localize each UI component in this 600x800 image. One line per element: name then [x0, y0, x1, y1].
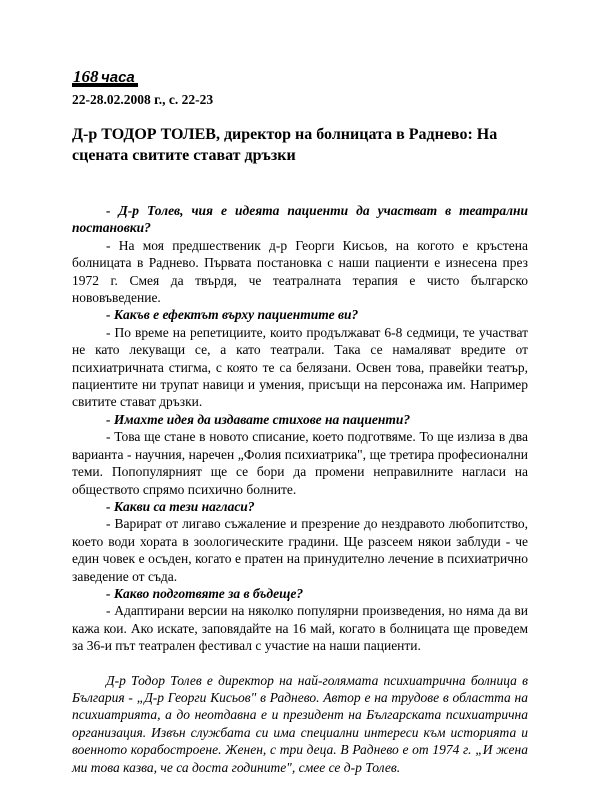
interview-answer: - По време на репетициите, които продължават 6-8 седмици, те участват не като лекуващи се, а като театрали. Така се намаляват вредите от психиатричната стигма, с която те са белязани. Освен това, правейки театър, пациентите ни трупат навици и умения, присъщи на персонажа им. Например свитите стават дръзки.	[72, 324, 528, 410]
document-page	[72, 66, 528, 776]
interview-answer: - Адаптирани версии на няколко популярни произведения, но няма да ви кажа кои. Ако искате, заповядайте на 16 май, когато в болницата ще проведем за 36-и път театрален фестивал с участие на наши пациенти.	[72, 603, 528, 654]
svg-text:168: 168	[73, 67, 99, 86]
newspaper-logo	[72, 66, 142, 88]
interview-question: - Какви са тези нагласи?	[106, 498, 255, 514]
newspaper-masthead	[72, 66, 528, 88]
article-headline: Д-р ТОДОР ТОЛЕВ, директор на болницата в Раднево: На сцената свитите стават дръзки	[72, 126, 498, 164]
interview-answer: - Това ще стане в новото списание, което подготвяме. То ще излиза в два варианта - научния, наречен „Фолия психиатрика", ще третира професионални теми. Попопулярният ще се бори да промени неправилните нагласи на обществото спрямо психично болните.	[72, 429, 528, 497]
interview-question: - Имахте идея да издавате стихове на пациенти?	[106, 411, 411, 427]
interview-question: - Д-р Толев, чия е идеята пациенти да участват в театрални постановки?	[72, 203, 528, 236]
interview-question: - Какво подготвяте за в бъдеще?	[106, 585, 304, 601]
interview-answer: - Варират от лигаво съжаление и презрение до нездравото любопитство, което води хората в зоологическите градини. Ще разсеем някои заблуди - че един човек е осъден, когато е пратен на принудително лечение в психиатрично заведение от съда.	[72, 516, 528, 584]
svg-text:часа: часа	[101, 69, 135, 86]
interview-answer: - На моя предшественик д-р Георги Кисьов, на когото е кръстена болницата в Раднево. Първата постановка с наши пациенти е изнесена през 1972 г. Смея да твърдя, че театралната терапия е чисто българско нововъведение.	[72, 237, 528, 306]
author-bio: Д-р Тодор Толев е директор на най-голямата психиатрична болница в България - „Д-р Георги Кисьов" в Раднево. Автор е на трудове в областта на психиатрията, а до неотдавна е и президент на Българската психиатрична организация. Извън службата си има специални интереси към историята и военното корабостроене. Женен, с три деца. В Раднево е от 1974 г. „И жена ми това казва, че са доста годините", смее се д-р Толев.	[72, 672, 528, 775]
source-reference: 22-28.02.2008 г., с. 22-23	[72, 92, 214, 107]
interview-question: - Какъв е ефектът върху пациентите ви?	[106, 307, 359, 323]
interview-body	[72, 202, 528, 655]
